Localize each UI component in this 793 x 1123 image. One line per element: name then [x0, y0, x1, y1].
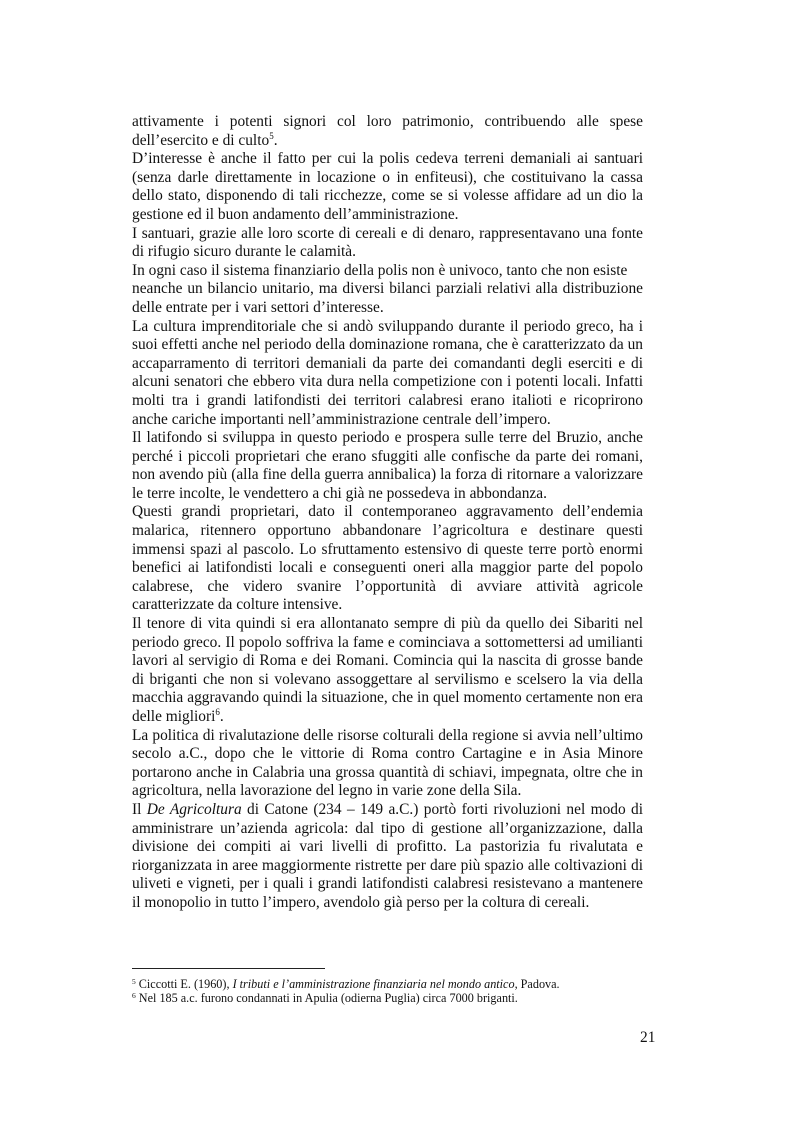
paragraph-8 — [132, 615, 643, 727]
footnotes — [132, 977, 652, 1005]
paragraph-10 — [132, 801, 643, 913]
paragraph-1-end: . — [273, 131, 278, 149]
paragraph-7: Questi grandi proprietari, dato il contemporaneo aggravamento dell’endemia malarica, ritennero opportuno abbandonare l’agricoltura e destinare questi immensi spazi al pascolo. Lo sfruttamento estensivo di queste terre portò enormi benefici ai latifondisti locali e conseguenti oneri alla maggior parte del popolo calabrese, che videro svanire l’opportunità di avviare attività agricole caratterizzate da colture intensive. — [132, 503, 643, 614]
paragraph-8-text: Il tenore di vita quindi si era allontanato sempre di più da quello dei Sibariti nel periodo greco. Il popolo soffriva la fame e cominciava a sottomettersi ad umilianti lavori al servigio di Roma e dei Romani. Comincia qui la nascita di grosse bande di briganti che non si volevano assoggettare al servilismo e scelsero la via della macchia aggravando quindi la situazione, che in quel momento certamente non era delle migliori — [132, 615, 643, 725]
book-title-italic: De Agricoltura — [146, 800, 242, 818]
footnote-divider — [132, 968, 325, 969]
paragraph-4a: In ogni caso il sistema finanziario della polis non è univoco, tanto che non esiste — [132, 261, 628, 279]
paragraph-1-text: attivamente i potenti signori col loro patrimonio, contribuendo alle spese dell’esercito e di culto — [132, 113, 643, 149]
paragraph-4b: neanche un bilancio unitario, ma diversi bilanci parziali relativi alla distribuzione delle entrate per i vari settori d’interesse. — [132, 280, 643, 316]
footnote-6 — [132, 991, 652, 1005]
main-text — [132, 113, 643, 913]
footnote-5 — [132, 977, 652, 991]
footnote-ref-5[interactable]: 5 — [269, 130, 274, 141]
paragraph-9: La politica di rivalutazione delle risorse colturali della regione si avvia nell’ultimo secolo a.C., dopo che le vittorie di Roma contro Cartagine e in Asia Minore portarono anche in Calabria una grossa quantità di schiavi, impegnata, oltre che in agricoltura, nella lavorazione del legno in varie zone della Sila. — [132, 726, 643, 800]
paragraph-3: I santuari, grazie alle loro scorte di cereali e di denaro, rappresentavano una fonte di rifugio sicuro durante le calamità. — [132, 224, 643, 261]
page-number: 21 — [640, 1029, 656, 1046]
paragraph-8-end: . — [219, 708, 224, 725]
footnote-marker: 6 — [132, 991, 136, 1001]
paragraph-10-start: Il — [132, 800, 147, 818]
paragraph-6: Il latifondo si sviluppa in questo periodo e prospera sulle terre del Bruzio, anche perché i piccoli proprietari che erano sfuggiti alle confische da parte dei romani, non avendo più (alla fine della guerra annibalica) la forza di ritornare a valorizzare le terre incolte, le vendettero a chi già ne possedeva in abbondanza. — [132, 429, 643, 502]
paragraph-2: D’interesse è anche il fatto per cui la polis cedeva terreni demaniali ai santuari (senza darle direttamente in locazione o in enfiteusi), che costituivano la cassa dello stato, disponendo di tali ricchezze, come se si volesse affidare ad un dio la gestione ed il buon andamento dell’amministrazione. — [132, 150, 643, 223]
paragraph-1 — [132, 113, 643, 150]
footnote-italic-title: I tributi e l’amministrazione finanziaria nel mondo antico — [232, 977, 515, 991]
footnote-text: Ciccotti E. (1960), — [135, 977, 233, 991]
paragraph-10-rest: di Catone (234 – 149 a.C.) portò forti rivoluzioni nel modo di amministrare un’azienda agricola: dal tipo di gestione all’organizzazione, dalla divisione dei compiti ai vari livelli di profitto. La pastorizia fu rivalutata e riorganizzata in aree maggiormente ristrette per dare più spazio alle coltivazioni di uliveti e vigneti, per i quali i grandi latifondisti calabresi resistevano a mantenere il monopolio in tutto l’impero, avendolo già perso per la coltura di cereali. — [132, 800, 644, 911]
footnote-text-end: , Padova. — [514, 977, 560, 991]
footnote-text: Nel 185 a.c. furono condannati in Apulia (odierna Puglia) circa 7000 briganti. — [135, 991, 518, 1006]
paragraph-5: La cultura imprenditoriale che si andò sviluppando durante il periodo greco, ha i suoi effetti anche nel periodo della dominazione romana, che è caratterizzato da un accaparramento di territori demaniali da parte dei comandanti degli eserciti e di alcuni senatori che ebbero vita dura nella competizione con i potenti locali. Infatti molti tra i grandi latifondisti dei territori calabresi erano italioti e ricoprirono anche cariche importanti nell’amministrazione centrale dell’impero. — [132, 317, 643, 428]
footnote-marker: 5 — [132, 977, 136, 986]
footnote-ref-6[interactable]: 6 — [215, 707, 220, 717]
